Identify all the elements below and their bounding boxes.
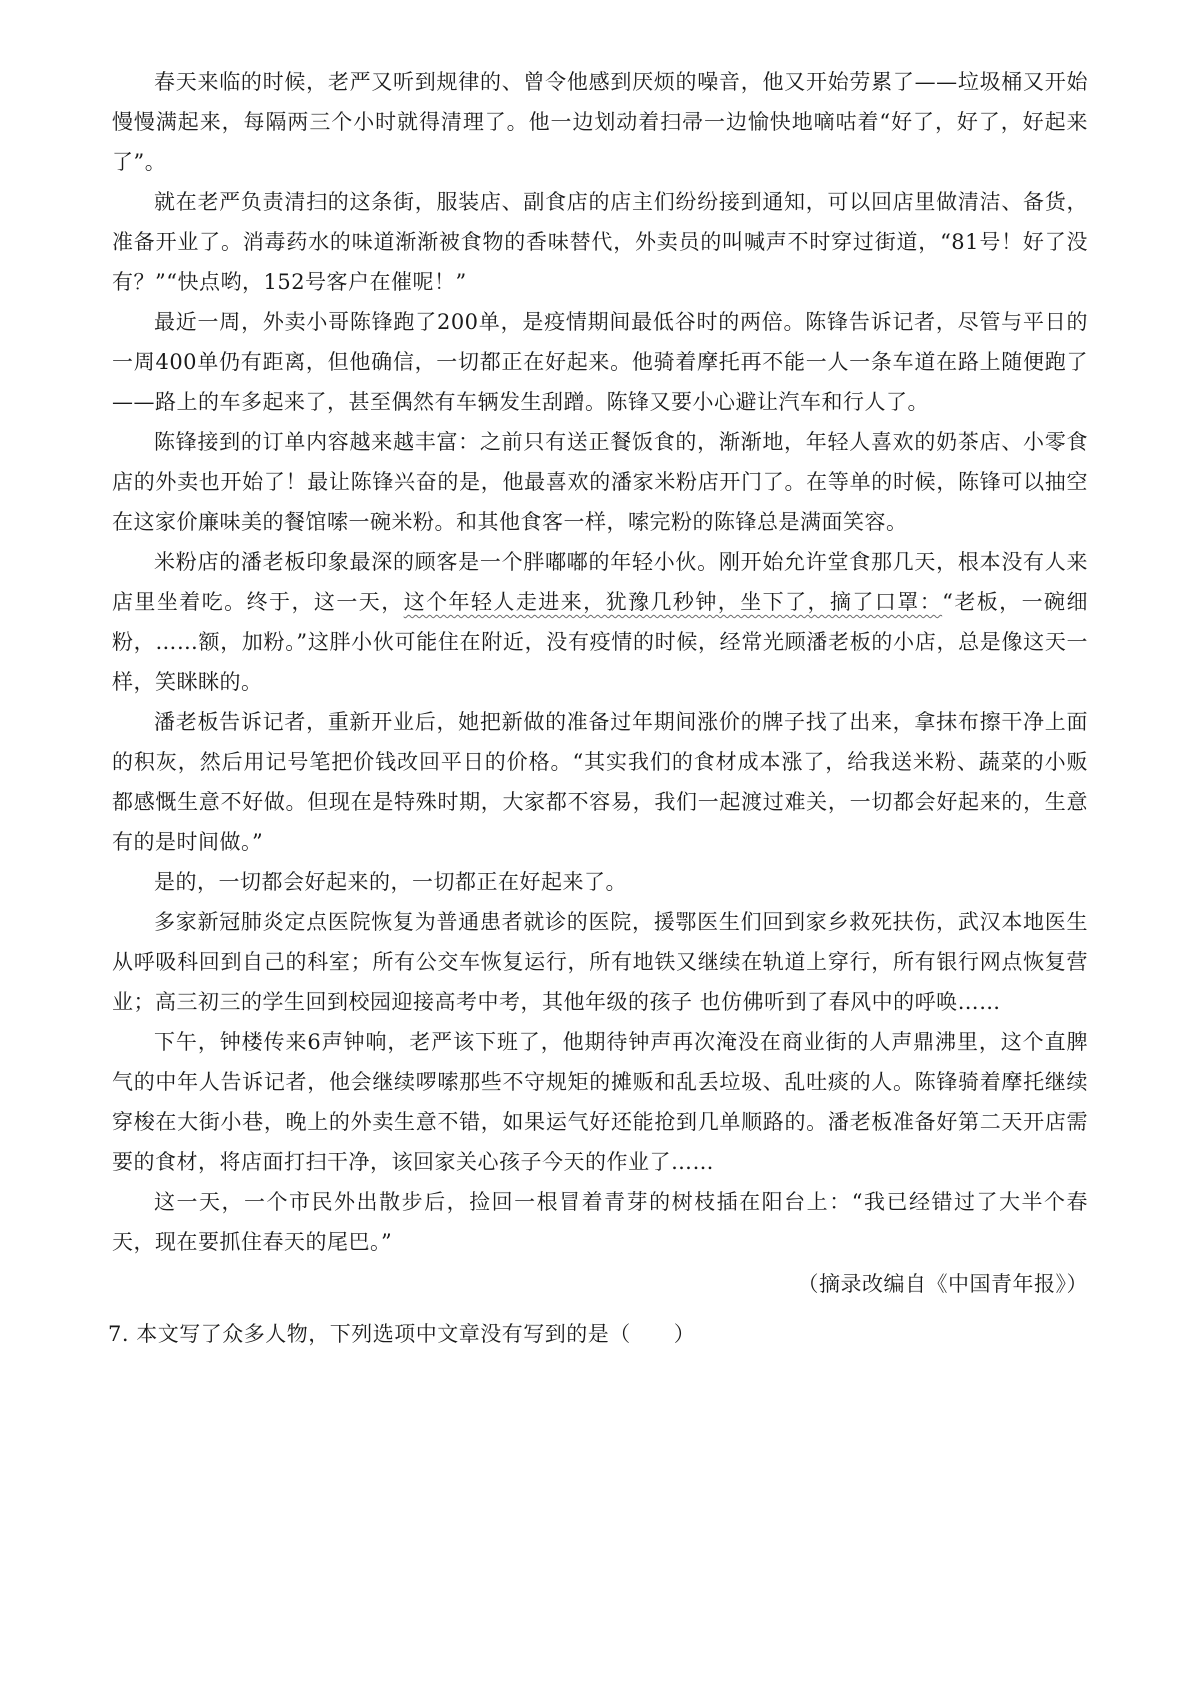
paragraph-4: 陈锋接到的订单内容越来越丰富：之前只有送正餐饭食的，渐渐地，年轻人喜欢的奶茶店、小零食店的外卖也开始了！最让陈锋兴奋的是，他最喜欢的潘家米粉店开门了。在等单的时候，陈锋可以抽空在这家价廉味美的餐馆嗦一碗米粉。和其他食客一样，嗦完粉的陈锋总是满面笑容。 [112,430,1088,534]
source-citation: （摘录改编自《中国青年报》） [797,1272,1088,1296]
paragraph-9: 下午，钟楼传来6声钟响，老严该下班了，他期待钟声再次淹没在商业街的人声鼎沸里，这个直脾气的中年人告诉记者，他会继续啰嗦那些不守规矩的摊贩和乱丢垃圾、乱吐痰的人。陈锋骑着摩托继续穿梭在大街小巷，晚上的外卖生意不错，如果运气好还能抢到几单顺路的。潘老板准备好第二天开店需要的食材，将店面打扫干净，该回家关心孩子今天的作业了…… [112,1030,1088,1174]
paragraph-5-text-before: 米粉店的潘老板印象最深的顾客是一个胖嘟嘟的年轻小伙。刚开始允许堂食那几天，根本没有人来店里坐着吃。终于，这一天， [112,550,1088,614]
paragraph-6: 潘老板告诉记者，重新开业后，她把新做的准备过年期间涨价的牌子找了出来，拿抹布擦干净上面的积灰，然后用记号笔把价钱改回平日的价格。“其实我们的食材成本涨了，给我送米粉、蔬菜的小贩都感慨生意不好做。但现在是特殊时期，大家都不容易，我们一起渡过难关，一切都会好起来的，生意有的是时间做。” [112,710,1088,854]
paragraph-1: 春天来临的时候，老严又听到规律的、曾令他感到厌烦的噪音，他又开始劳累了——垃圾桶又开始慢慢满起来，每隔两三个小时就得清理了。他一边划动着扫帚一边愉快地嘀咕着“好了，好了，好起来了”。 [112,70,1088,174]
question-7: 7. 本文写了众多人物，下列选项中文章没有写到的是（ ） [108,1322,696,1346]
paragraph-3: 最近一周，外卖小哥陈锋跑了200单，是疫情期间最低谷时的两倍。陈锋告诉记者，尽管与平日的一周400单仍有距离，但他确信，一切都正在好起来。他骑着摩托再不能一人一条车道在路上随便跑了——路上的车多起来了，甚至偶然有车辆发生刮蹭。陈锋又要小心避让汽车和行人了。 [112,310,1088,414]
paragraph-10: 这一天，一个市民外出散步后，捡回一根冒着青芽的树枝插在阳台上：“我已经错过了大半个春天，现在要抓住春天的尾巴。” [112,1190,1088,1254]
paragraph-2: 就在老严负责清扫的这条街，服装店、副食店的店主们纷纷接到通知，可以回店里做清洁、备货，准备开业了。消毒药水的味道渐渐被食物的香味替代，外卖员的叫喊声不时穿过街道，“81号！好了没有？”“快点哟，152号客户在催呢！” [112,190,1088,294]
wavy-underlined-sentence: 这个年轻人走进来，犹豫几秒钟，坐下了，摘了口罩： [403,590,943,614]
paragraph-8: 多家新冠肺炎定点医院恢复为普通患者就诊的医院，援鄂医生们回到家乡救死扶伤，武汉本地医生从呼吸科回到自己的科室；所有公交车恢复运行，所有地铁又继续在轨道上穿行，所有银行网点恢复营业；高三初三的学生回到校园迎接高考中考，其他年级的孩子 也仿佛听到了春风中的呼唤…… [112,910,1088,1014]
paragraph-5-text-after: “老板，一碗细粉，……额，加粉。”这胖小伙可能住在附近，没有疫情的时候，经常光顾潘老板的小店，总是像这天一样，笑眯眯的。 [112,590,1088,694]
paragraph-7: 是的，一切都会好起来的，一切都正在好起来了。 [154,870,627,894]
paragraph-5 [112,542,1088,702]
